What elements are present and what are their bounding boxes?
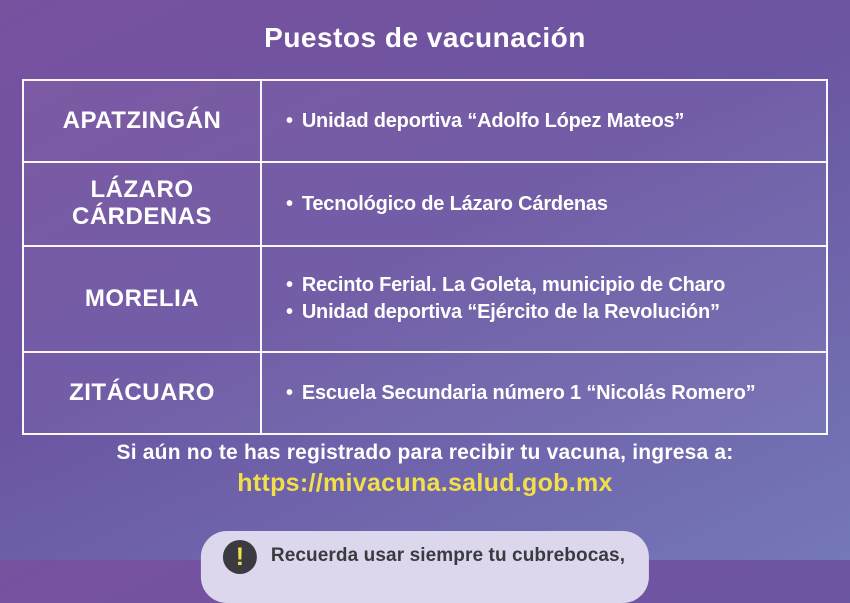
city-cell: MORELIA bbox=[23, 246, 261, 352]
table-row-apatzingan bbox=[23, 80, 827, 162]
location-item bbox=[286, 191, 816, 218]
bullet-icon: • bbox=[286, 274, 293, 296]
locations-cell bbox=[261, 352, 827, 434]
location-item bbox=[286, 272, 816, 299]
location-item bbox=[286, 108, 816, 135]
location-text: Unidad deportiva “Adolfo López Mateos” bbox=[301, 109, 685, 132]
bullet-icon: • bbox=[286, 109, 293, 132]
table-row-lazaro-cardenas bbox=[23, 162, 827, 246]
locations-cell bbox=[261, 162, 827, 246]
location-text: Escuela Secundaria número 1 “Nicolás Romero” bbox=[301, 381, 756, 404]
location-item bbox=[286, 299, 816, 326]
location-item bbox=[286, 380, 816, 407]
city-cell: APATZINGÁN bbox=[23, 80, 261, 162]
vaccination-url: https://mivacuna.salud.gob.mx bbox=[237, 469, 613, 497]
locations-cell bbox=[261, 80, 827, 162]
vaccination-table bbox=[22, 79, 828, 435]
page-title: Puestos de vacunación bbox=[264, 22, 586, 53]
bullet-icon: • bbox=[286, 301, 293, 323]
locations-cell bbox=[261, 246, 827, 352]
exclamation-icon bbox=[223, 540, 257, 574]
city-cell: ZITÁCUARO bbox=[23, 352, 261, 434]
city-cell: LÁZARO CÁRDENAS bbox=[23, 162, 261, 246]
exclamation-glyph: ! bbox=[235, 542, 245, 571]
location-text: Tecnológico de Lázaro Cárdenas bbox=[301, 192, 608, 215]
table-row-zitacuaro bbox=[23, 352, 827, 434]
table-row-morelia bbox=[23, 246, 827, 352]
mask-notice bbox=[201, 531, 649, 603]
mask-notice-text: Recuerda usar siempre tu cubrebocas, bbox=[270, 545, 626, 566]
register-cta-text: Si aún no te has registrado para recibir tu vacuna, ingresa a: bbox=[116, 441, 734, 464]
bullet-icon: • bbox=[286, 381, 293, 404]
location-text: Unidad deportiva “Ejército de la Revolución” bbox=[301, 301, 720, 323]
bullet-icon: • bbox=[286, 192, 293, 215]
location-text: Recinto Ferial. La Goleta, municipio de Charo bbox=[301, 274, 726, 296]
